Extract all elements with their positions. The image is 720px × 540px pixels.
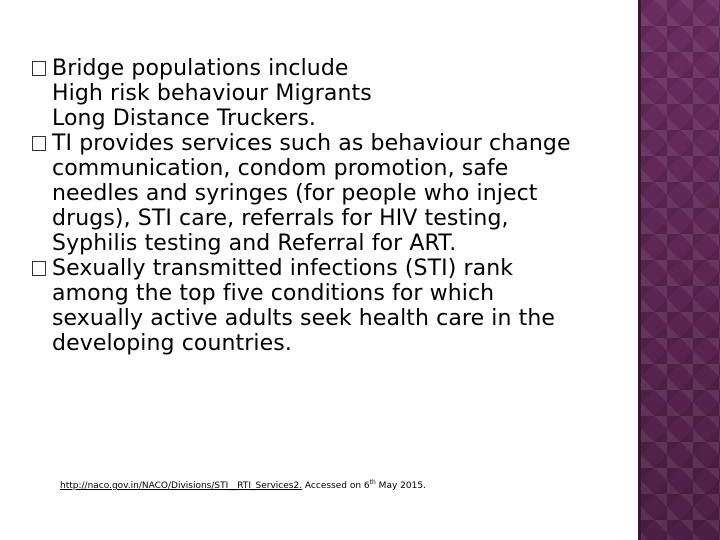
bullet-list (30, 56, 630, 356)
square-bullet-icon (32, 61, 46, 76)
square-bullet-icon (32, 261, 46, 276)
bullet-item-ti-services (30, 131, 630, 256)
bullet-text-line: Long Distance Truckers. (52, 106, 317, 131)
source-citation (60, 480, 426, 492)
accessed-suffix: May 2015. (375, 481, 426, 491)
square-bullet-icon (32, 136, 46, 151)
bullet-text-line: communication, condom promotion, safe (52, 156, 509, 181)
bullet-text-line: Syphilis testing and Referral for ART. (52, 231, 457, 256)
bullet-text-line: drugs), STI care, referrals for HIV testing, (52, 206, 509, 231)
accessed-superscript: th (369, 479, 376, 486)
accessed-prefix: Accessed on 6 (302, 481, 370, 491)
decorative-side-panel (641, 0, 720, 540)
bullet-item-sti-rank (30, 256, 630, 356)
bullet-item-bridge-populations (30, 56, 630, 131)
bullet-text-line: sexually active adults seek health care in the (52, 306, 556, 331)
bullet-text-line: developing countries. (52, 331, 292, 356)
bullet-text-line: Sexually transmitted infections (STI) rank (52, 256, 514, 281)
bullet-text-line: Bridge populations include (52, 56, 349, 81)
bullet-text-line: among the top five conditions for which (52, 281, 495, 306)
bullet-text-line: High risk behaviour Migrants (52, 81, 372, 106)
bullet-text-line: needles and syringes (for people who inject (52, 181, 538, 206)
source-link[interactable]: http://naco.gov.in/NACO/Divisions/STI__RTI_Services2. (60, 481, 303, 491)
bullet-text-line: TI provides services such as behaviour change (52, 131, 571, 156)
